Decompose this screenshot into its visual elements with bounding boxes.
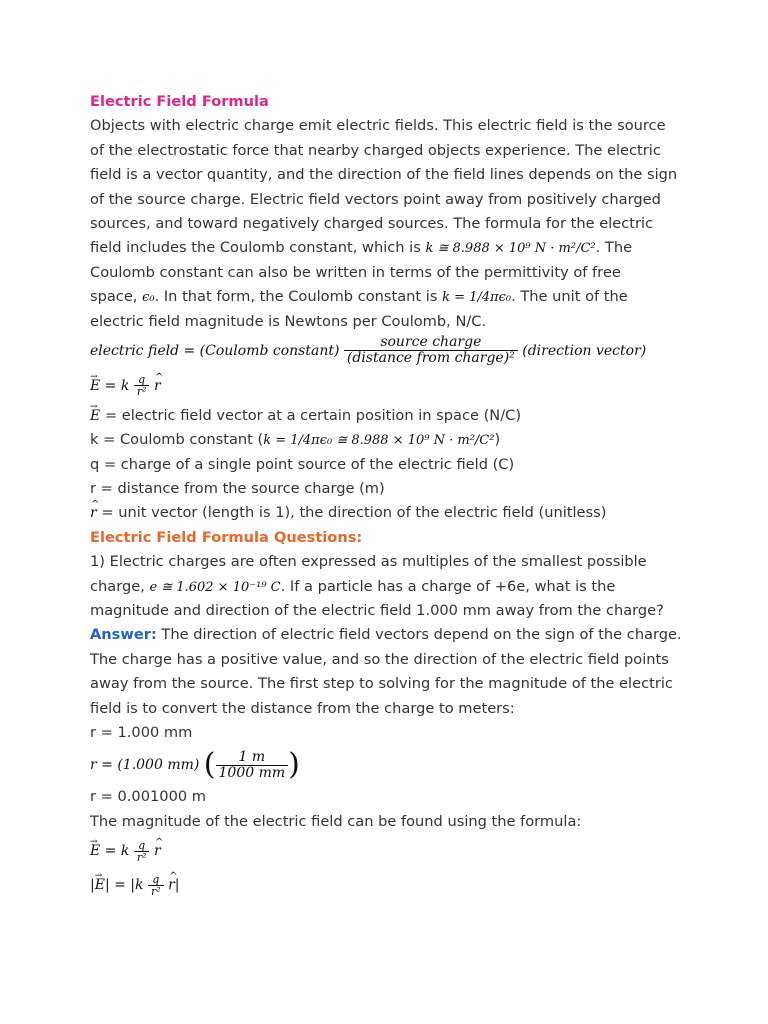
intro-line <box>90 236 690 260</box>
word-formula <box>90 334 690 368</box>
word-formula-rhs: (direction vector) <box>522 342 647 359</box>
conversion-fraction: $\frac{1 m}{1000 mm}$ <box>216 750 289 781</box>
answer-line: away from the source. The first step to solving for the magnitude of the electric <box>90 675 673 693</box>
definition-e: → E = electric field vector at a certain position in space (N/C) <box>90 404 690 428</box>
r-result: r = 0.001000 m <box>90 788 206 806</box>
conversion-formula: r = (1.000 mm) ( $\frac{1 m}{1000 mm}$ ) <box>90 747 300 783</box>
word-formula-lhs: electric field = (Coulomb constant) <box>90 342 340 359</box>
coulomb-text: field includes the Coulomb constant, which is <box>90 239 421 257</box>
word-formula-fraction <box>344 335 518 366</box>
word-formula-denominator: (distance from charge)² <box>346 350 515 367</box>
coulomb-full-formula: k = 1/4πϵ₀ ≅ 8.988 × 10⁹ N · m²/C² <box>263 433 495 449</box>
answer-line: Answer: The direction of electric field vectors depend on the sign of the charge. <box>90 626 682 644</box>
intro-paragraph <box>90 114 690 334</box>
field-formula-repeat: → E = k $\frac{q}{\text{r²}}$ ^ r <box>90 834 690 868</box>
word-formula-numerator: source charge <box>344 335 518 351</box>
epsilon-symbol: ϵ₀ <box>142 290 155 306</box>
coulomb-constant-value: k ≅ 8.988 × 10⁹ N · m²/C² <box>425 241 596 257</box>
answer-line: The charge has a positive value, and so the direction of the electric field points <box>90 650 669 668</box>
page-title: Electric Field Formula <box>90 93 269 110</box>
definition-q: q = charge of a single point source of the electric field (C) <box>90 455 515 473</box>
intro-line <box>90 285 690 309</box>
e-vector-symbol: → E <box>90 404 100 428</box>
field-formula: → E = k $\frac{q}{\text{r²}}$ ^ r <box>90 368 690 404</box>
intro-line: electric field magnitude is Newtons per Coulomb, N/C. <box>90 312 487 330</box>
definition-r: r = distance from the source charge (m) <box>90 480 385 498</box>
magnitude-intro: The magnitude of the electric field can be found using the formula: <box>90 812 582 830</box>
intro-line: Coulomb constant can also be written in terms of the permittivity of free <box>90 263 621 281</box>
intro-line: of the source charge. Electric field vectors point away from positively charged <box>90 190 661 208</box>
answer-label: Answer: <box>90 626 157 644</box>
intro-line: of the electrostatic force that nearby charged objects experience. The electric <box>90 141 661 159</box>
answer-line: field is to convert the distance from the charge to meters: <box>90 699 515 717</box>
space-text-end: . The unit of the <box>511 288 628 306</box>
coulomb-text-end: . The <box>595 239 633 257</box>
intro-line: sources, and toward negatively charged sources. The formula for the electric <box>90 214 654 232</box>
elementary-charge-value: e ≅ 1.602 × 10⁻¹⁹ C <box>149 579 281 595</box>
space-text-mid: . In that form, the Coulomb constant is <box>154 288 438 306</box>
field-magnitude-formula: |→ E| = |k $\frac{q}{\text{r²}}$ ^ r| <box>90 868 690 902</box>
space-text: space, <box>90 288 138 306</box>
definition-rhat: ^ r = unit vector (length is 1), the direction of the electric field (unitless) <box>90 501 690 525</box>
question-line: charge, e ≅ 1.602 × 10⁻¹⁹ C. If a particle has a charge of +6e, what is the <box>90 577 616 595</box>
field-formula-fraction: $\frac{q}{\text{r²}}$ <box>134 374 150 397</box>
questions-heading: Electric Field Formula Questions: <box>90 528 363 546</box>
definition-k: k = Coulomb constant (k = 1/4πϵ₀ ≅ 8.988 × 10⁹ N · m²/C²) <box>90 431 501 449</box>
intro-line: field is a vector quantity, and the direction of the field lines depends on the sign <box>90 166 678 184</box>
document-page <box>90 90 690 902</box>
r-given: r = 1.000 mm <box>90 723 193 741</box>
intro-line: Objects with electric charge emit electric fields. This electric field is the source <box>90 117 666 135</box>
question-line: 1) Electric charges are often expressed as multiples of the smallest possible <box>90 553 647 571</box>
question-line: magnitude and direction of the electric field 1.000 mm away from the charge? <box>90 602 664 620</box>
r-hat-symbol: ^ r <box>90 501 97 525</box>
coulomb-alt-formula: k = 1/4πϵ₀ <box>442 290 512 306</box>
